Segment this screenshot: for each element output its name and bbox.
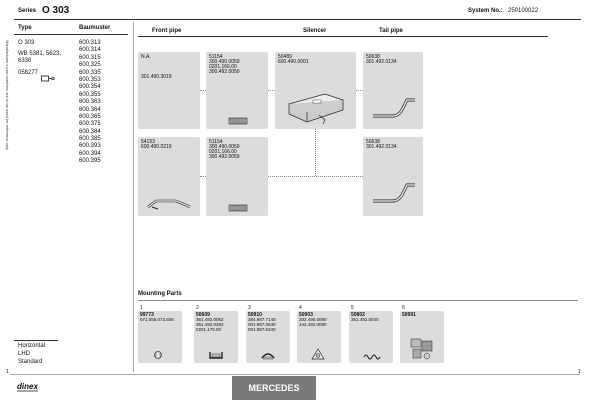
page-number-left: 1 xyxy=(6,369,9,375)
baumuster-item: 600.395 xyxy=(79,158,101,165)
clamp-icon xyxy=(208,347,224,365)
mounting-index: 4 xyxy=(299,305,302,311)
mounting-card-50903[interactable] xyxy=(297,311,341,363)
mounting-part-number: 001.987.5340 xyxy=(248,327,276,332)
card-silencer-50489[interactable]: 50489 600.490.0001 xyxy=(275,52,356,129)
legend-rule xyxy=(14,340,58,341)
mounting-index: 1 xyxy=(140,305,143,311)
legend-lhd: LHD xyxy=(18,351,31,357)
mounting-part-number: 361.492.0040 xyxy=(351,317,379,322)
baumuster-item: 600.365 xyxy=(79,113,101,120)
spring-icon xyxy=(363,347,381,365)
baumuster-item: 600.354 xyxy=(79,84,101,91)
series-value: O 303 xyxy=(42,5,70,16)
mounting-part-number: 442.492.0080 xyxy=(299,322,327,327)
brand-banner: MERCEDES xyxy=(232,376,316,400)
svg-text:dinex: dinex xyxy=(17,382,38,391)
baumuster-item: 600.325 xyxy=(79,62,101,69)
mounting-part-number: 071.555.073.506 xyxy=(140,317,174,322)
connector xyxy=(315,129,316,176)
mounting-card-50609[interactable] xyxy=(194,311,238,363)
system-label: System No.: xyxy=(468,8,503,14)
baumuster-item: 600.313 xyxy=(79,40,101,46)
mounting-card-50910[interactable] xyxy=(246,311,290,363)
silencer-icon xyxy=(285,90,347,131)
baumuster-item: 600.314 xyxy=(79,47,101,54)
page-number-right: 1 xyxy=(578,369,581,375)
mounting-code: 50991 xyxy=(402,312,416,318)
mounting-code: 50903 xyxy=(299,312,313,318)
mounting-kit-icon xyxy=(409,335,435,366)
card-front-pipe-54153[interactable]: 54153 600.490.0219 xyxy=(138,137,200,216)
mounting-code: 99773 xyxy=(140,312,154,318)
type-line-2: WB 5381, 5623, xyxy=(18,51,62,57)
type-line-4: 058277 xyxy=(18,70,39,76)
card-front-pipe-na[interactable]: N.A. 301.490.3019 xyxy=(138,52,200,129)
card-tail-pipe-50638-a[interactable]: 50638 301.492.0134 xyxy=(363,52,423,129)
section-rule xyxy=(138,36,548,37)
connector xyxy=(200,176,206,177)
baumuster-item: 600.394 xyxy=(79,150,101,157)
mounting-part-number: 361.492.0382 xyxy=(196,322,224,327)
mounting-rule xyxy=(138,300,578,301)
baumuster-item: 600.355 xyxy=(79,91,101,98)
type-line-3: 6330 xyxy=(18,58,32,64)
mounting-part-number: 001.987.0640 xyxy=(248,322,276,327)
card-tail-pipe-50638-b[interactable]: 50638 301.492.0134 xyxy=(363,137,423,216)
front-pipe-title: Front pipe xyxy=(152,28,182,34)
baumuster-header: Baumuster xyxy=(79,25,111,31)
mounting-index: 5 xyxy=(351,305,354,311)
type-line-1: O 303 xyxy=(18,40,35,46)
tail-pipe-icon xyxy=(371,96,417,127)
silencer-title: Silencer xyxy=(303,28,327,34)
baumuster-item: 600.353 xyxy=(79,76,101,83)
legend-standard: Standard xyxy=(18,359,43,365)
mounting-code: 50609 xyxy=(196,312,210,318)
mounting-card-50991[interactable] xyxy=(400,311,444,363)
connector xyxy=(268,90,275,91)
baumuster-item: 600.393 xyxy=(79,143,101,150)
type-header: Type xyxy=(18,25,32,31)
flex-pipe-icon xyxy=(228,199,248,217)
connector xyxy=(200,90,206,91)
mounting-code: 50802 xyxy=(351,312,365,318)
side-disclaimer: Manufacturer's part numbers are to be used for reference only xyxy=(5,40,10,150)
mounting-part-number: 0201.175.00 xyxy=(196,327,222,332)
baumuster-item: 600.364 xyxy=(79,106,101,113)
mounting-code: 50910 xyxy=(248,312,262,318)
mounting-card-50802[interactable] xyxy=(349,311,393,363)
mounting-parts-title: Mounting Parts xyxy=(138,291,182,297)
connector xyxy=(268,176,363,177)
footer-rule xyxy=(10,374,580,375)
card-front-pipe-51154-b[interactable]: 51154 300.490.0059 0201.166.00 300.492.0059 xyxy=(206,137,268,216)
mounting-index: 2 xyxy=(196,305,199,311)
baumuster-item: 600.315 xyxy=(79,54,101,61)
header-rule xyxy=(14,19,581,20)
baumuster-item: 600.363 xyxy=(79,99,101,106)
legend-horizontal: Horizontal xyxy=(18,343,46,349)
table-header-rule xyxy=(14,34,128,35)
series-label: Series xyxy=(18,8,37,14)
flex-pipe-icon xyxy=(228,112,248,130)
table-divider xyxy=(133,22,134,372)
hd-bus-icon xyxy=(41,69,55,76)
card-front-pipe-51154[interactable]: 51154 300.490.0059 0201.166.00 300.492.0059 xyxy=(206,52,268,129)
baumuster-item: 600.335 xyxy=(79,69,101,76)
bolt-icon xyxy=(152,347,164,365)
connector xyxy=(356,90,363,91)
dinex-logo xyxy=(16,379,40,398)
clamp-icon xyxy=(260,347,276,365)
mounting-part-number: 361.492.0082 xyxy=(196,317,224,322)
pipe-icon xyxy=(146,195,192,216)
gasket-icon xyxy=(311,347,325,365)
mounting-part-number: 384.987.7140 xyxy=(248,317,276,322)
baumuster-item: 600.385 xyxy=(79,136,101,143)
baumuster-list xyxy=(79,40,119,166)
tail-pipe-title: Tail pipe xyxy=(379,28,403,34)
tail-pipe-icon xyxy=(371,181,417,212)
mounting-part-number: 302.490.0080 xyxy=(299,317,327,322)
mounting-index: 3 xyxy=(248,305,251,311)
baumuster-item: 600.384 xyxy=(79,128,101,135)
baumuster-item: 600.375 xyxy=(79,121,101,128)
mounting-card-99773[interactable] xyxy=(138,311,182,363)
system-value: 250100022 xyxy=(508,8,539,14)
mounting-index: 6 xyxy=(402,305,405,311)
